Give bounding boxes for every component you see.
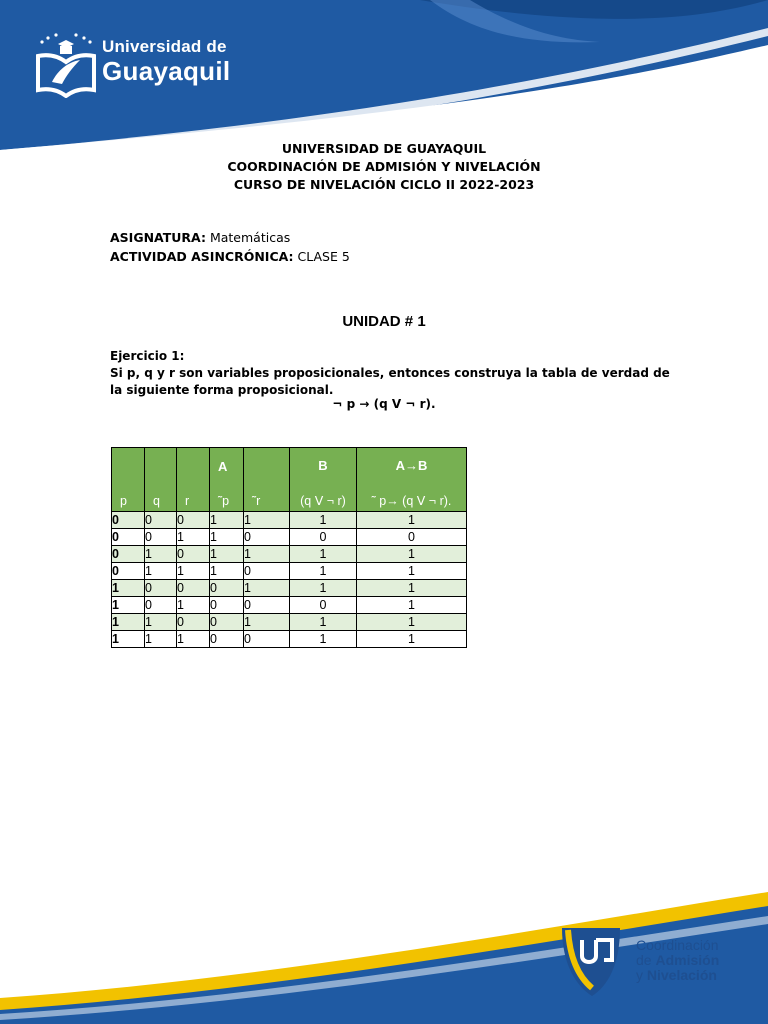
table-cell: 1	[290, 512, 357, 529]
table-cell: 1	[290, 631, 357, 648]
header-r: r	[177, 448, 210, 512]
header-q: q	[145, 448, 177, 512]
table-cell: 0	[112, 529, 145, 546]
table-cell: 1	[357, 563, 467, 580]
logo-line1: Universidad de	[102, 37, 227, 56]
table-cell: 1	[145, 614, 177, 631]
table-cell: 1	[290, 563, 357, 580]
table-cell: 1	[357, 512, 467, 529]
table-cell: 0	[244, 631, 290, 648]
actividad-value: CLASE 5	[297, 249, 350, 264]
coordination-emblem-icon	[556, 920, 626, 998]
asignatura-value: Matemáticas	[209, 230, 291, 245]
header-line2: COORDINACIÓN DE ADMISIÓN Y NIVELACIÓN	[227, 159, 541, 174]
table-cell: 0	[112, 546, 145, 563]
table-row	[112, 580, 467, 597]
table-cell: 1	[210, 512, 244, 529]
unit-title: UNIDAD # 1	[342, 313, 426, 330]
table-cell: 1	[244, 546, 290, 563]
table-cell: 1	[244, 512, 290, 529]
table-cell: 1	[357, 580, 467, 597]
table-cell: 0	[145, 512, 177, 529]
table-cell: 0	[177, 512, 210, 529]
table-cell: 0	[112, 563, 145, 580]
table-cell: 0	[210, 580, 244, 597]
table-cell: 1	[177, 631, 210, 648]
table-cell: 1	[244, 614, 290, 631]
table-cell: 1	[177, 563, 210, 580]
table-cell: 1	[357, 597, 467, 614]
table-row	[112, 512, 467, 529]
table-cell: 1	[112, 580, 145, 597]
table-header-row	[112, 448, 467, 512]
table-cell: 0	[244, 597, 290, 614]
asignatura-row	[110, 228, 350, 247]
table-cell: 1	[290, 546, 357, 563]
table-row	[112, 614, 467, 631]
table-cell: 1	[290, 614, 357, 631]
table-cell: 1	[210, 529, 244, 546]
table-cell: 0	[177, 614, 210, 631]
header-line1: UNIVERSIDAD DE GUAYAQUIL	[281, 141, 487, 156]
table-cell: 0	[290, 597, 357, 614]
header-a-label: A	[218, 459, 228, 474]
table-cell: 1	[244, 580, 290, 597]
table-cell: 1	[210, 563, 244, 580]
table-cell: 0	[357, 529, 467, 546]
exercise-block	[110, 348, 670, 399]
document-header	[0, 140, 768, 194]
table-cell: 1	[357, 614, 467, 631]
actividad-label: ACTIVIDAD ASINCRÓNICA:	[110, 249, 294, 264]
table-cell: 1	[177, 597, 210, 614]
exercise-title: Ejercicio 1:	[110, 349, 185, 363]
table-cell: 1	[112, 597, 145, 614]
table-cell: 0	[210, 614, 244, 631]
exercise-text: Si p, q y r son variables proposicionales, entonces construya la tabla de verdad de la siguiente forma proposicional.	[110, 366, 670, 397]
coord-line3: y Nivelación	[636, 967, 717, 983]
table-row	[112, 529, 467, 546]
header-not-r: ˜r	[244, 448, 290, 512]
table-cell: 1	[210, 546, 244, 563]
university-emblem-icon	[34, 32, 98, 98]
coord-line2: de Admisión	[636, 952, 720, 968]
exercise-formula: ¬ p → (q ᐯ ¬ r).	[332, 397, 436, 411]
table-row	[112, 563, 467, 580]
table-cell: 1	[357, 546, 467, 563]
header-p: p	[112, 448, 145, 512]
subject-meta	[110, 228, 350, 266]
table-cell: 0	[244, 529, 290, 546]
header-b-label: B	[318, 458, 328, 473]
table-cell: 0	[290, 529, 357, 546]
table-cell: 0	[145, 529, 177, 546]
header-ab-label: A→B	[395, 458, 428, 473]
table-cell: 1	[357, 631, 467, 648]
truth-table	[111, 447, 467, 648]
table-row	[112, 597, 467, 614]
table-cell: 1	[145, 563, 177, 580]
table-cell: 0	[210, 631, 244, 648]
header-b: B (q ᐯ ¬ r)	[290, 448, 357, 512]
table-cell: 0	[112, 512, 145, 529]
header-line3: CURSO DE NIVELACIÓN CICLO II 2022-2023	[233, 177, 535, 192]
table-cell: 0	[145, 597, 177, 614]
header-not-p: A ˜p	[210, 448, 244, 512]
university-logo	[34, 32, 234, 98]
coordination-logo-text	[636, 938, 719, 983]
logo-line2: Guayaquil	[102, 56, 231, 86]
table-row	[112, 546, 467, 563]
table-cell: 0	[177, 546, 210, 563]
table-cell: 0	[177, 580, 210, 597]
table-cell: 1	[290, 580, 357, 597]
table-cell: 0	[210, 597, 244, 614]
coord-line1: Coordinación	[636, 937, 719, 953]
table-cell: 1	[177, 529, 210, 546]
asignatura-label: ASIGNATURA:	[110, 230, 206, 245]
table-cell: 1	[145, 546, 177, 563]
header-a-implies-b: A→B ˜ p→ (q ᐯ ¬ r).	[357, 448, 467, 512]
table-cell: 0	[145, 580, 177, 597]
table-cell: 1	[112, 631, 145, 648]
table-cell: 1	[145, 631, 177, 648]
table-row	[112, 631, 467, 648]
table-cell: 0	[244, 563, 290, 580]
actividad-row	[110, 247, 350, 266]
table-cell: 1	[112, 614, 145, 631]
